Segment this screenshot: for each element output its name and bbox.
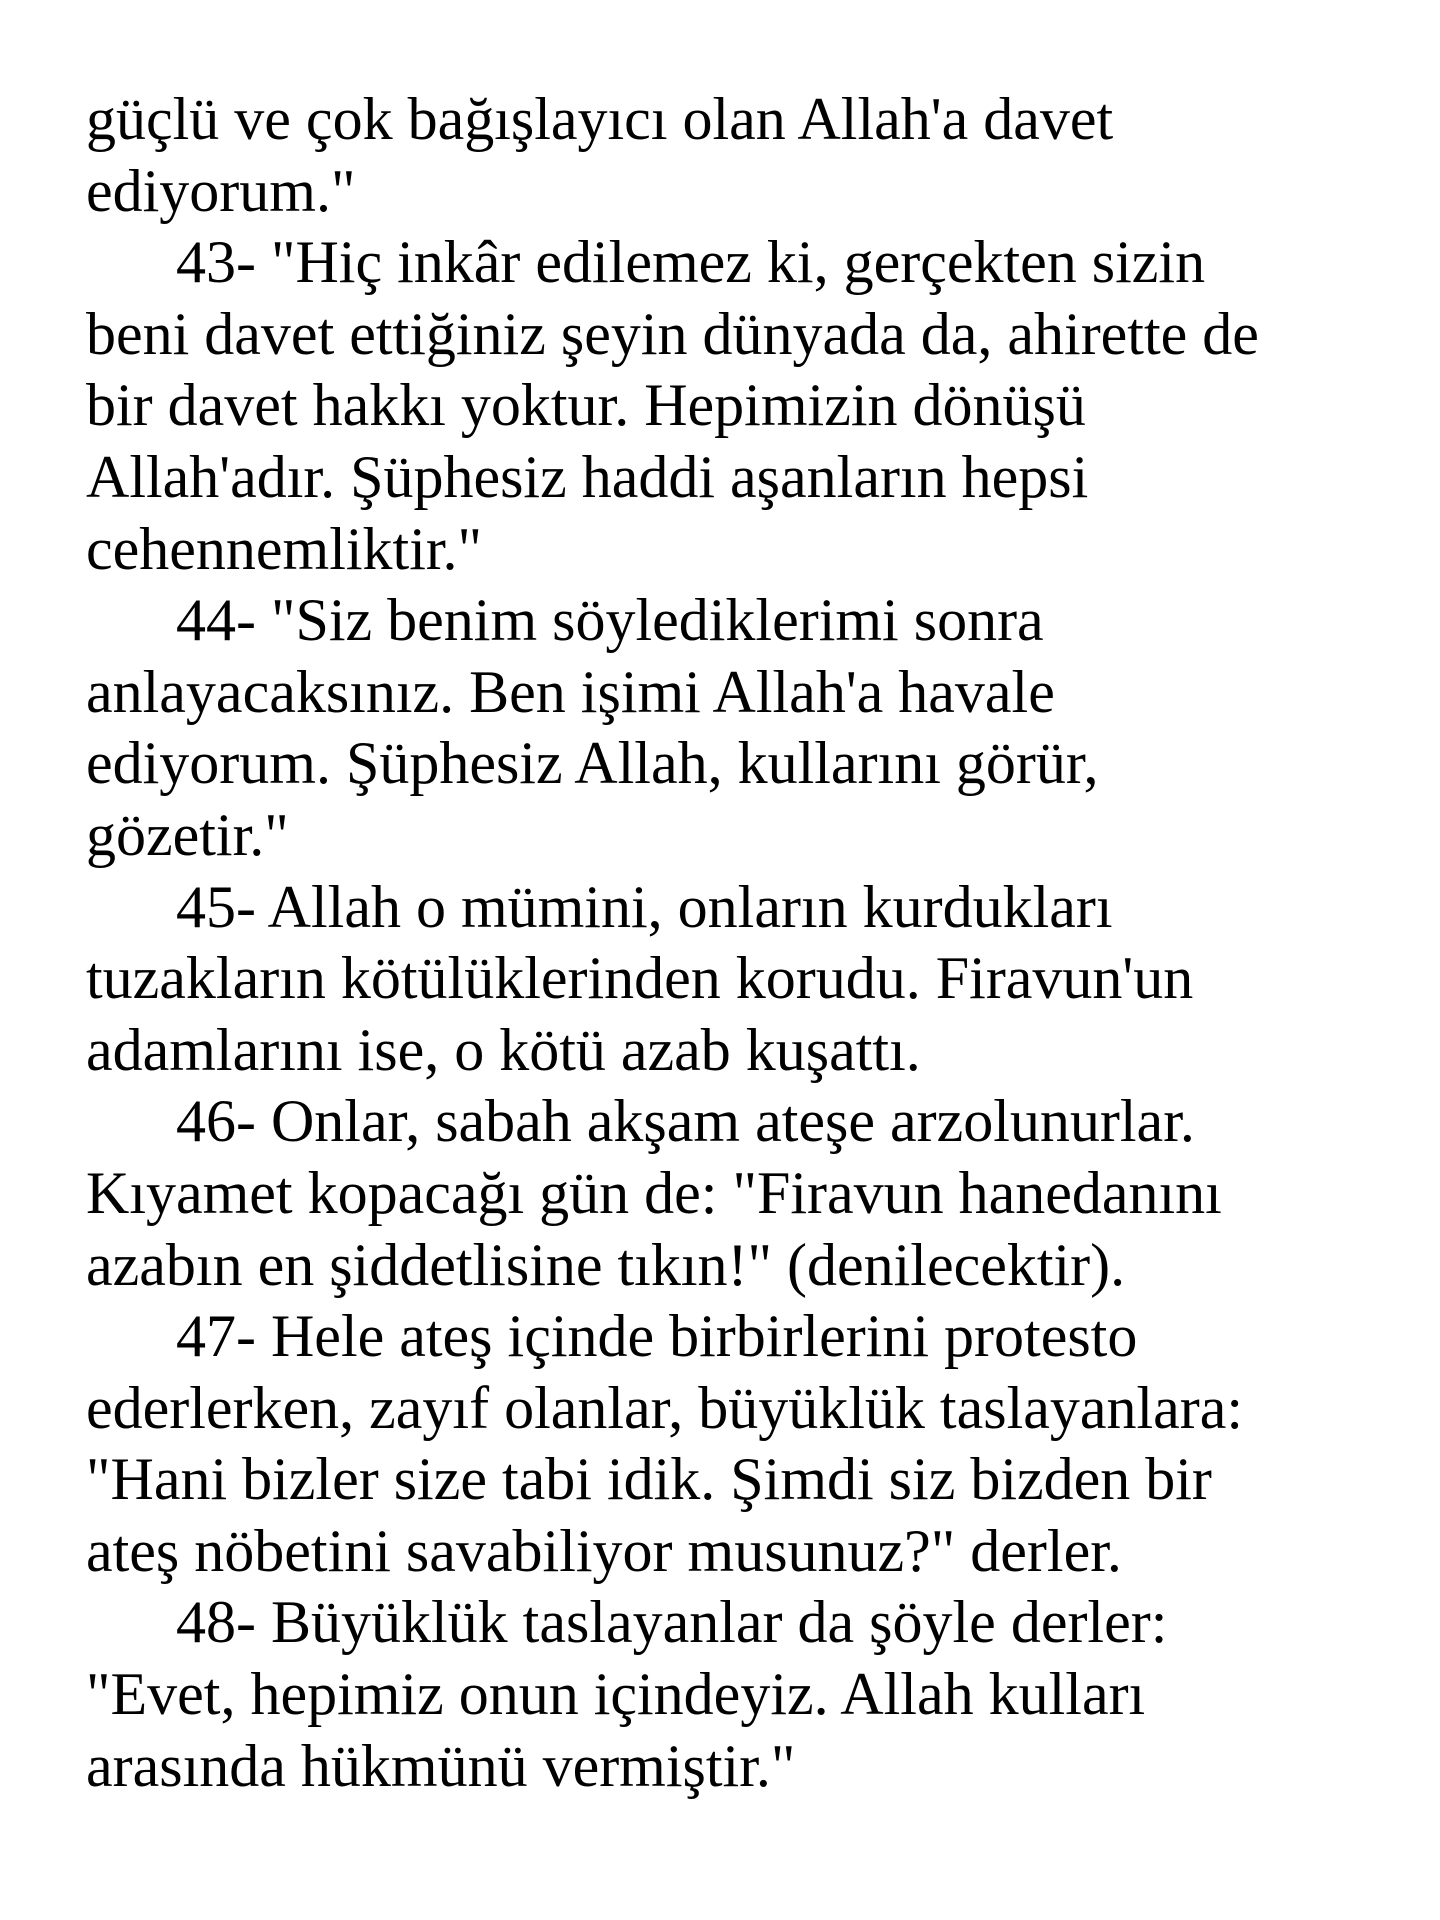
paragraph-verse-46: 46- Onlar, sabah akşam ateşe arzolunurlar. Kıyamet kopacağı gün de: "Firavun hanedanını azabın en şiddetlisine tıkın!" (denilecektir). <box>86 1088 1222 1298</box>
document-body <box>86 84 1386 1802</box>
paragraph-verse-44: 44- "Siz benim söylediklerimi sonra anlayacaksınız. Ben işimi Allah'a havale ediyorum. Şüphesiz Allah, kullarını görür, gözetir." <box>86 587 1099 868</box>
paragraph-continuation: güçlü ve çok bağışlayıcı olan Allah'a davet ediyorum." <box>86 86 1114 224</box>
paragraph-verse-47: 47- Hele ateş içinde birbirlerini protesto ederlerken, zayıf olanlar, büyüklük taslayanlara: "Hani bizler size tabi idik. Şimdi siz bizden bir ateş nöbetini savabiliyor musunuz?" derler. <box>86 1303 1244 1584</box>
paragraph-verse-43: 43- "Hiç inkâr edilemez ki, gerçekten sizin beni davet ettiğiniz şeyin dünyada da, ahirette de bir davet hakkı yoktur. Hepimizin dönüşü Allah'adır. Şüphesiz haddi aşanların hepsi cehennemliktir." <box>86 229 1259 582</box>
paragraph-verse-48: 48- Büyüklük taslayanlar da şöyle derler: "Evet, hepimiz onun içindeyiz. Allah kulları arasında hükmünü vermiştir." <box>86 1589 1168 1799</box>
paragraph-verse-45: 45- Allah o mümini, onların kurdukları tuzakların kötülüklerinden korudu. Firavun'un adamlarını ise, o kötü azab kuşattı. <box>86 873 1194 1083</box>
